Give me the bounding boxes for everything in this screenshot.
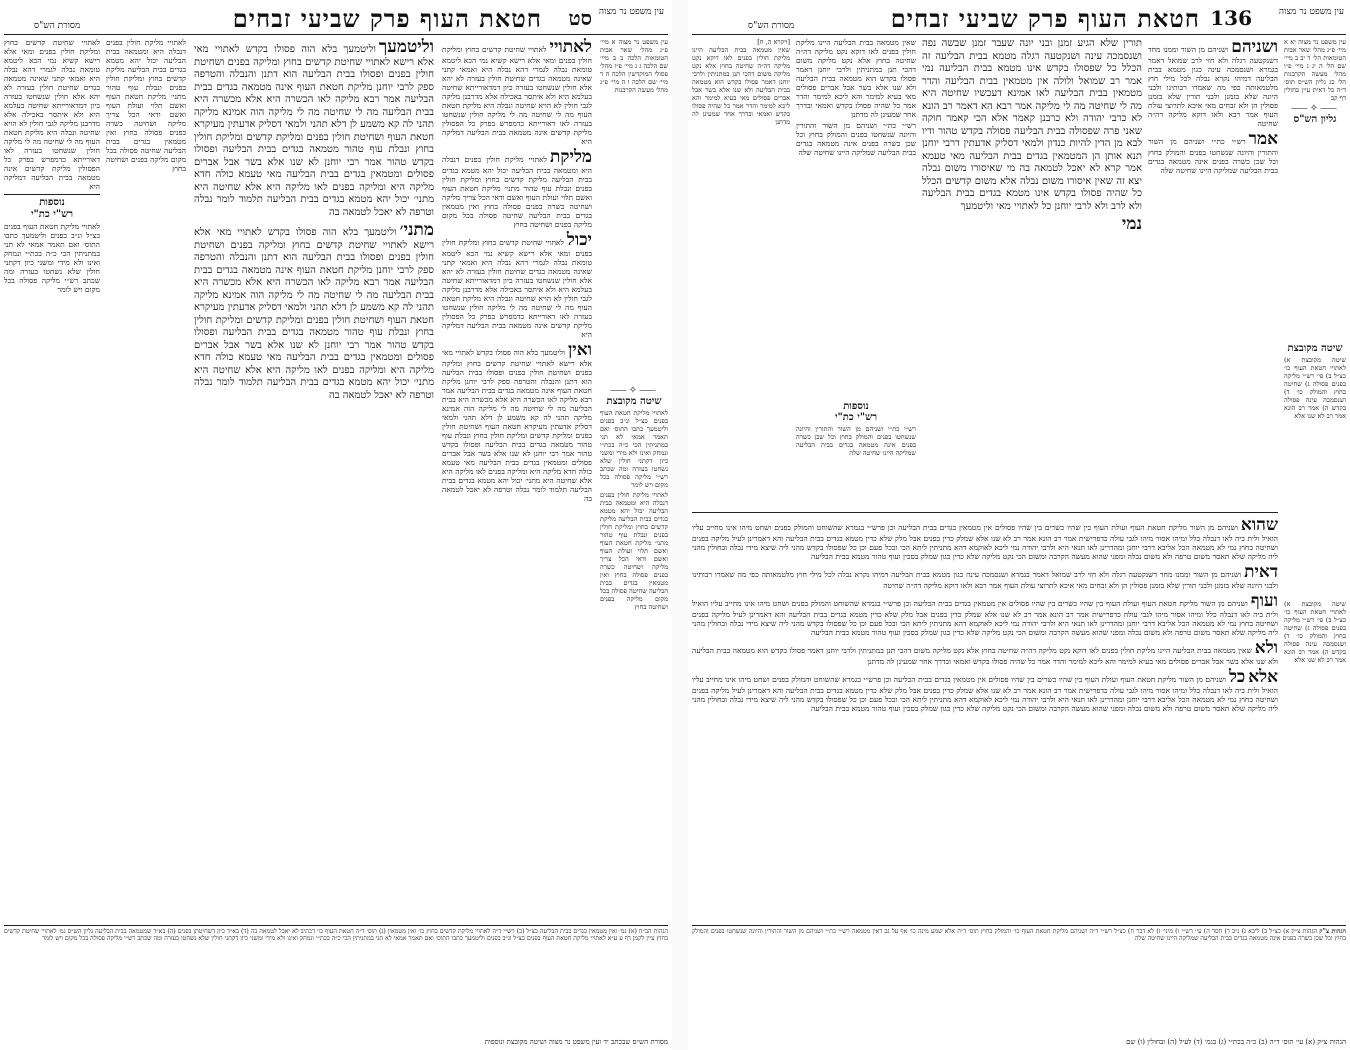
right-main-text: תורין שלא הגיע זמנן ובני יונה שעבר זמנן שבשה נפה ושנסמכה עינה ושנקטעה רגלה מטמא בבית הבליעה זה הכלל כל שפסולו בקדש אינו מטמא בבית הבליעה נמי אמר רב שמואל ולולה אין מטמאין בבית הבליעה והדר מטמאין בבית הבליעה לאו אמינא דעכשיו שחיטה היא מה לי שחיטה מה לי מליקה אמר רבא הא דאמר רב הונא לא כרבי יהודה ולא כרבנן קאמר אלא הכי קאמר חוקה שאני פרה שפסולה בבית הבליעה פסולה בקדש טהור ודיו לבא מן הדין להיות כנדון ולמאי דסליק אדעתין דרבי יוחנן תנא אותן הן המטמאין בגדים בבית הבליעה מאי טעמא אמר קרא לא יאכל לטמאה בה מי שאיסורו משום נבלה יצא זה שאין איסורו משום נבלה אלא משום קדשים הכלל כל שהיה פסולו בקדש אינו מטמא בגדים בבית הבליעה ולא לרב ולא לרבי יוחנן כל לאתויי מאי וליטמעך — [922, 38, 1142, 212]
left-commentary-right-text-3: לאתויי שחיטת קדשים בחוץ ומליקת חולין בפנים ומאי אלא רישא קשיא נמי הכא ליטמא טומאת נבלה לגמרי דהא נבלה היא ואמאי קתני שאינה מטמאה בגדים שחיטת חולין בעזרה לא יהא אלא חולין שנשחטו בעזרה כיון דמדאורייתא שחיטה בעלמא היא ולא איתסר באכילה אלא מדרבנן מליקה לגבי חולין לא הויא שחיטה ונבלה היא מליקת חטאת העוף מה לי שחיטה מה לי מליקה חולין שנשחטו בעזרה לאו דאורייתא כדמפרש בפרק כל הפסולין מליקת קדשים אינה מטמאה בבית הבליעה דמליקה היא — [442, 238, 592, 339]
left-ein-mishpat-column — [600, 38, 668, 378]
left-folio: סט — [568, 6, 592, 30]
left-commentary-right-text-2: לאתויי מליקת חולין בפנים דנבלה היא ומטמאה בבית הבליעה יכול יהא מטמא בגדים בבית הבליעה מליקת קדשים בחוץ ומליקת חולין בפנים ונבלת עוף טהור מתני׳ מליקת חטאת העוף ואשם תלוי ועולת העוף ואשם ודאי הכל צריך מליקה ושחיטה כשרה בפנים פסולה בחוץ ואין מטמאין בגדים בבית הבליעה שחיטה פסולה בכל מקום מליקה בפנים ושחיטה בחוץ — [442, 155, 592, 229]
right-ein-mishpat-text: עין משפט נר מצוה יא א מיי׳ פ״ג מהל׳ שאר אבות הטומאות הל׳ ד יב ב מיי׳ שם הל׳ ה יג ג מיי׳ פ״ו מהל׳ מעשה הקרבנות הל׳ כג גליון הש״ס תוס׳ ד״ה כל דאית עיין בחולין דף קב — [1284, 38, 1346, 102]
right-lower-commentary-text: ושניהם מן השור מליקת חטאת העוף ועולת העוף בין שהיו כשרים בין שהיו פסולים אין מטמאין בגדים בבית הבליעה וכן פרש״י בגמרא שהשוחט והמולק בפנים ושחט מיהו אינו מחייב עליו הואיל ולית ביה לאו דנבלה כלל ומיהו אסור מיהו לגבי עולה כדפרישית אמר רב הונא אמר רב לא שנו אלא שמלק כדין בפנים אבל מלק שלא כדין מטמא בגדים בבית הבליעה והא דאמרינן לעיל מליקה בפנים ושחיטה בחוץ נמי לא מטמאה הכל אליבא דרבי יוחנן ומהדרינן לאו תנאי היא ולרבי יהודה נמי ליכא לאוקמא דהא מתניתין ליתא הכי ובכל פעם וכן כל שפסולו בקדש מהני ליה שיצא מידי נבלה ובחולין מהני ליה מליקה שלא תאסר משום טרפה ולא משום נבלה ומפני שהוא מעשה הקרבה ומשום הכי נקט מליקה שלא כדין כגון שמלק בסכין ועוף טהור מטמא בבית הבליעה — [692, 523, 1278, 561]
right-footer-notes — [692, 925, 1346, 1028]
right-masoret-label: מסורת הש"ס — [748, 21, 795, 31]
left-masoret-label: מסורת הש"ס — [34, 21, 81, 31]
left-bottom-line: מסורת הש״ס שבכתב יד ועין משפט נר מצוה ושיטה מקובצת ונוספות — [484, 1038, 668, 1046]
right-bottom-line: הגהות צ״ק (א) עי׳ תוס׳ ד״ה (ב) כ״ה בכת״י (ג) בגמ׳ (ד) לעיל (ה) ובחולין (ו) שם — [1126, 1038, 1346, 1046]
right-footer-text-more: רש״י כת״י ושניהם מן השור והתורין והיונה שנשחטו בפנים והמולק בחוץ וכל שכן כשרה בפנים אינה מטמאה בגדים בבית הבליעה שמליקה היינו שחיטה שלה — [692, 928, 1346, 943]
right-keyword-veof: ועוף — [1250, 591, 1278, 611]
right-lower-commentary-text-5: ושניהם מן השור מליקת חטאת העוף ועולת העוף בין שהיו כשרים בין שהיו פסולים אין מטמאין בגדים בבית הבליעה וכן פרש״י בגמרא שהשוחט והמולק בפנים ושחט מיהו אינו מחייב עליו הואיל ולית ביה לאו דנבלה כלל ומיהו אסור מיהו לגבי עולה כדפרישית אמר רב הונא אמר רב לא שנו אלא שמלק כדין בפנים אבל מלק שלא כדין מטמא בגדים בבית הבליעה והא דאמרינן לעיל מליקה בפנים ושחיטה בחוץ נמי לא מטמאה הכל אליבא דרבי יוחנן ומהדרינן לאו תנאי היא ולרבי יהודה נמי ליכא לאוקמא דהא מתניתין ליתא הכי ובכל פעם וכן כל שפסולו בקדש מהני ליה שיצא מידי נבלה ובחולין מהני ליה מליקה שלא תאסר משום טרפה ולא משום נבלה ומפני שהוא מעשה הקרבה ומשום הכי נקט מליקה שלא כדין כגון שמלק בסכין ועוף טהור מטמא בבית הבליעה — [692, 675, 1278, 713]
left-commentary-inner-text: לאתויי מליקת חולין בפנים דנבלה היא ומטמאה בבית הבליעה יכול יהא מטמא בגדים בבית הבליעה מליקת קדשים בחוץ ומליקת חולין בפנים ונבלת עוף טהור מתני׳ מליקת חטאת העוף ואשם תלוי ועולת העוף ואשם ודאי הכל צריך מליקה ושחיטה כשרה בפנים פסולה בחוץ ואין מטמאין בגדים בבית הבליעה שחיטה פסולה בכל מקום מליקה בפנים ושחיטה בחוץ — [106, 38, 186, 173]
right-shita-text: שיטה מקובצת א) לאתויי חטאת העוף כו׳ כצ״ל ב) פי׳ רש״י מליקה בפנים פסולה ג) שחיטה בחוץ והמולק כו׳ ד) ושנסמכה עינה פסולה בקדש ה) אמר רב הונא אמר רב לא שנו אלא — [1284, 356, 1346, 420]
right-keyword-kol: כל — [1228, 667, 1246, 687]
left-commentary-inner — [106, 38, 186, 918]
right-shita-column — [1284, 342, 1346, 592]
right-keyword-shehu: שהוא — [1240, 516, 1278, 535]
left-main-text-2: וליטמעך בלא הוה פסולו בקדש לאתויי מאי אלא רישא לאתויי שחיטת קדשים בחוץ ומליקה בפנים ושחיטת חולין בפנים ופסולו בבית הבליעה הוא דתנן והנבלה והטרפה ספק לרבי יוחנן מליקת חטאת העוף אינה מטמאה בגדים בבית הבליעה אמר רבא מליקה לאו הכשרה היא אלא מכשרה היא בבית הבליעה מה לי שחיטה מה לי מליקה הוה אמינא מליקה תהני לה קא משמע לן דלא תהני ולמאי דסליק אדעתין מעיקרא חטאת העוף ושחיטת חולין בפנים ומליקת קדשים ומליקת חולין בחוץ ונבלת עוף טהור מטמאה בגדים בבית הבליעה ופסולו בקדש טהור אמר רבי יוחנן לא שנו אלא בשר אבל אברים פסולים ומטמאין בגדים בבית הבליעה מאי טעמא כולה חדא מליקה היא ומליקה בפנים לאו מליקה היא אלא שחיטה היא מתני׳ יכול יהא מטמא בגדים בבית הבליעה תלמוד לומר נבלה וטרפה לא יאכל לטמאה בה — [194, 227, 434, 401]
right-keyword-nami: נמי — [1121, 214, 1142, 234]
right-nosafot-heading: נוספות — [843, 401, 869, 412]
right-outer-left-column — [692, 38, 790, 508]
left-shita-heading: שיטה מקובצת — [606, 396, 662, 407]
left-commentary-right-text-4: וליטמעך בלא הוה פסולו בקדש לאתויי מאי אלא רישא לאתויי שחיטת קדשים בחוץ ומליקה בפנים ושחיטת חולין בפנים ופסולו בבית הבליעה הוא דתנן והנבלה והטרפה ספק לרבי יוחנן מליקת חטאת העוף אינה מטמאה בגדים בבית הבליעה אמר רבא מליקה לאו הכשרה היא אלא מכשרה היא בבית הבליעה מה לי שחיטה מה לי מליקה הוה אמינא מליקה תהני לה קא משמע לן דלא תהני ולמאי דסליק אדעתין מעיקרא חטאת העוף ושחיטת חולין בפנים ומליקת קדשים ומליקת חולין בחוץ ונבלת עוף טהור מטמאה בגדים בבית הבליעה ופסולו בקדש טהור אמר רבי יוחנן לא שנו אלא בשר אבל אברים פסולים ומטמאין בגדים בבית הבליעה מאי טעמא כולה חדא מליקה היא ומליקה בפנים לאו מליקה היא אלא שחיטה היא מתני׳ יכול יהא מטמא בגדים בבית הבליעה תלמוד לומר נבלה וטרפה לא יאכל לטמאה בה — [442, 348, 592, 503]
right-running-title: חטאת העוף פרק שביעי זבחים — [890, 4, 1200, 33]
left-rashi-heading: רש"י כת"י — [30, 209, 74, 220]
right-main-text-column — [922, 38, 1142, 508]
left-keyword-yakhol: יכול — [566, 230, 592, 250]
right-gilyon-heading: גליון הש"ס — [1293, 114, 1337, 125]
right-lower-commentary-text-2: ושניהם מן השור וממנו מחד דשנקטעה רגלה ולא חזי לרב שמואל דאמר בגמרא ושנסמכה עינה כגון מטמא בבית הבליעה דמיהו נקרא נבלה לכל מילי חוץ מלטמאותה כפי מה שאמרו רבותינו ולבני היונה שלא בזמנן ולבני תורין שלא בזמנן פסולין הן ולא זבחים מאי איכא לתרוצי עולת העוף אמר רבא ולאו דוקא מליקה דה״ה שחיטה — [692, 570, 1278, 590]
left-main-text: וליטמעך בלא הוה פסולו בקדש לאתויי מאי אלא רישא לאתויי שחיטת קדשים בחוץ ומליקה בפנים ושחיטת חולין בפנים ופסולו בבית הבליעה הוא דתנן והנבלה והטרפה ספק לרבי יוחנן מליקת חטאת העוף אינה מטמאה בגדים בבית הבליעה אמר רבא מליקה לאו הכשרה היא אלא מכשרה היא בבית הבליעה מה לי שחיטה מה לי מליקה הוה אמינא מליקה תהני לה קא משמע לן דלא תהני ולמאי דסליק אדעתין מעיקרא חטאת העוף ושחיטת חולין בפנים ומליקת קדשים ומליקת חולין בחוץ ונבלת עוף טהור מטמאה בגדים בבית הבליעה ופסולו בקדש טהור אמר רבי יוחנן לא שנו אלא בשר אבל אברים פסולים ומטמאין בגדים בבית הבליעה מאי טעמא כולה חדא מליקה היא ומליקה בפנים לאו מליקה היא אלא שחיטה היא מתני׳ יכול יהא מטמא בגדים בבית הבליעה תלמוד לומר נבלה וטרפה לא יאכל לטמאה בה — [194, 44, 434, 218]
left-shita-column — [600, 384, 668, 944]
left-footer-text-more: לאתויי מליקת חטאת העוף בפנים כצ״ל ונ״ב בפנים וליטמעך כתבו התוס׳ ואם תאמר אמאי לא תני במתניתין הכי כ״ה בכת״י ונמחק ואינו ולא מידי ומשני כיון דקתני חולין שלא נשחטו בעזרה ומה שכתב רש״י מליקה פסולה בכל מקום ויש לומר — [42, 935, 606, 943]
right-hagahot-heading: הגהות צ"ק — [1319, 928, 1346, 935]
left-keyword-melikat: מליקת — [550, 147, 592, 167]
right-running-head — [688, 4, 1350, 34]
right-head-rule — [692, 34, 1346, 35]
right-keyword-deit: דאית — [1244, 562, 1278, 582]
right-lower-commentary-text-3: ושניהם מן השור מליקת חטאת העוף ועולת העוף בין שהיו כשרים בין שהיו פסולים אין מטמאין בגדים בבית הבליעה וכן פרש״י בגמרא שהשוחט והמולק בפנים ושחט מיהו אינו מחייב עליו הואיל ולית ביה לאו דנבלה כלל ומיהו אסור מיהו לגבי עולה כדפרישית אמר רב הונא אמר רב לא שנו אלא שמלק כדין בפנים אבל מלק שלא כדין מטמא בגדים בבית הבליעה והא דאמרינן לעיל מליקה בפנים ושחיטה בחוץ נמי לא מטמאה הכל אליבא דרבי יוחנן ומהדרינן לאו תנאי היא ולרבי יהודה נמי ליכא לאוקמא דהא מתניתין ליתא הכי ובכל פעם וכן כל שפסולו בקדש מהני ליה שיצא מידי נבלה ובחולין מהני ליה מליקה שלא תאסר משום טרפה ולא משום נבלה ומפני שהוא מעשה הקרבה ומשום הכי נקט מליקה שלא כדין כגון שמלק בסכין ועוף טהור מטמא בבית הבליעה — [692, 599, 1278, 637]
right-folio: 136 — [1210, 6, 1252, 30]
left-footer-text: הגהות הב״ח (א) גמ׳ ואין מטמאין בגדים בבית הבליעה כצ״ל (ב) רש״י ד״ה לאתויי מליקת קדשים בחוץ כו׳ ואין מטמאין (ג) תוס׳ ד״ה חטאת העוף כו׳ דכתיב לא יאכל לטמאה בה (ד) בא״ד כיון דשחיטתן בפנים (ה) בא״ד שמטמאה בבית הבליעה גליון הש״ס גמ׳ לאתויי שחיטת קדשים בחוץ עיין לקמן דף ע ע״א — [4, 928, 668, 943]
left-commentary-right — [442, 38, 592, 918]
left-nosafot-heading: נוספות — [39, 197, 65, 208]
right-lower-side-text: שיטה מקובצת א) לאתויי חטאת העוף כו׳ כצ״ל ב) פי׳ רש״י מליקה בפנים פסולה ג) שחיטה בחוץ והמולק כו׳ ד) ושנסמכה עינה פסולה בקדש ה) אמר רב הונא אמר רב לא שנו אלא — [1284, 600, 1346, 664]
left-keyword-laatuyei: לאתויי — [549, 38, 592, 57]
left-shita-text: לאתויי מליקת חטאת העוף בפנים כצ״ל ונ״ב בפנים וליטמעך כתבו התוס׳ ואם תאמר אמאי לא תני במתניתין הכי כ״ה בכת״י ונמחק ואינו ולא מידי ומשני כיון דקתני חולין שלא נשחטו בעזרה ומה שכתב רש״י מליקה פסולה בכל מקום ויש לומר — [600, 409, 668, 489]
right-keyword-velo: ולא — [1254, 638, 1278, 658]
right-ein-mishpat-label: עין משפט נר מצוה — [1278, 7, 1344, 17]
right-commentary-top-left — [796, 38, 916, 398]
right-footer-text: הגהות צ״ק א) כצ״ל ב) ליכא ג) נ״ב ד) חסר ה) עי׳ רש״י ו) מיני׳ ז) לא דבר ח) כצ״ל רש״י ד״ה ושניהם מליקת חטאת העוף כו׳ והמולק בחוץ תוס׳ ד״ה אלא שמע מינה כו׳ אף על גב דאין מטמאה — [851, 928, 1318, 935]
right-keyword-veshneihem: ושניהם — [1231, 38, 1278, 57]
right-page — [688, 0, 1350, 1050]
right-keyword-amar: אמר — [1248, 129, 1278, 149]
right-commentary-top-right-text: ושניהם מן השור וממנו מחד דשנקטעה רגלה ולא חזי לרב שמואל דאמר בגמרא ושנסמכה עינה כגון מטמא בבית הבליעה דמיהו נקרא נבלה לכל מילי חוץ מלטמאותה כפי מה שאמרו רבותינו ולבני היונה שלא בזמנן ולבני תורין שלא בזמנן פסולין הן ולא זבחים מאי איכא לתרוצי עולת העוף אמר רבא ולאו דוקא מליקה דה״ה שחיטה — [1148, 45, 1278, 128]
right-outer-left-text: שאין מטמאה בבית הבליעה היינו מליקת חולין בפנים לאו דוקא נקט מליקה דה״ה שחיטה בחוץ אלא נקט מליקה משום דהכי תנן במתניתין ולרבי יוחנן דאמר פסולו בקדש הוא מטמאה בבית הבליעה ולא שנו אלא בשר אבל אברים פסולים מאי בעיא למימר והא ליכא למימר והדר אמר כל שהיה פסולו בקדש ואמאי ובדרך אחר שמעינן לה מדתנן — [692, 46, 790, 126]
ornament: ⸺✧⸺ — [609, 385, 659, 396]
right-ein-mishpat-column — [1284, 38, 1346, 338]
left-keyword-matni: מתני׳ — [399, 220, 434, 240]
right-lower-side-column — [1284, 600, 1346, 916]
left-ein-mishpat-text: עין משפט נר מצוה א מיי׳ פ״ג מהל׳ שאר אבות הטומאות הלכה ב ב מיי׳ שם הלכה ג ג מיי׳ פ״ז מהל׳ פסולי המוקדשין הלכה ה ד מיי׳ שם הלכה ו ה מיי׳ פ״ג מהל׳ מעשה הקרבנות — [600, 38, 668, 94]
left-running-head — [0, 4, 672, 34]
left-nosafot-text: לאתויי מליקת חטאת העוף בפנים כצ״ל ונ״ב בפנים וליטמעך כתבו התוס׳ ואם תאמר אמאי לא תני במתניתין הכי כ״ה בכת״י ונמחק ואינו ולא מידי ומשני כיון דקתני חולין שלא נשחטו בעזרה ומה שכתב רש״י מליקה פסולה בכל מקום ויש לומר — [4, 222, 100, 294]
right-margin-note: [ויקרא ה, ח] — [757, 38, 790, 46]
right-commentary-top-left-text: שאין מטמאה בבית הבליעה היינו מליקת חולין בפנים לאו דוקא נקט מליקה דה״ה שחיטה בחוץ אלא נקט מליקה משום דהכי תנן במתניתין ולרבי יוחנן דאמר פסולו בקדש הוא מטמאה בבית הבליעה ולא שנו אלא בשר אבל אברים פסולים מאי בעיא למימר והא ליכא למימר והדר אמר כל שהיה פסולו בקדש ואמאי ובדרך אחר שמעינן לה מדתנן — [796, 38, 916, 119]
left-head-rule — [4, 34, 668, 35]
left-commentary-outer-text: לאתויי שחיטת קדשים בחוץ ומליקת חולין בפנים ומאי אלא רישא קשיא נמי הכא ליטמא טומאת נבלה לגמרי דהא נבלה היא ואמאי קתני שאינה מטמאה בגדים שחיטת חולין בעזרה לא יהא אלא חולין שנשחטו בעזרה כיון דמדאורייתא שחיטה בעלמא היא ולא איתסר באכילה אלא מדרבנן מליקה לגבי חולין לא הויא שחיטה ונבלה היא מליקת חטאת העוף מה לי שחיטה מה לי מליקה חולין שנשחטו בעזרה לאו דאורייתא כדמפרש בפרק כל הפסולין מליקת קדשים אינה מטמאה בבית הבליעה דמליקה היא — [4, 38, 100, 191]
right-shita-heading: שיטה מקובצת — [1287, 343, 1343, 354]
right-lower-commentary-text-4: שאין מטמאה בבית הבליעה היינו מליקת חולין בפנים לאו דוקא נקט מליקה דה״ה שחיטה בחוץ אלא נקט מליקה משום דהכי תנן במתניתין ולרבי יוחנן דאמר פסולו בקדש הוא מטמאה בבית הבליעה ולא שנו אלא בשר אבל אברים פסולים מאי בעיא למימר והא ליכא למימר והדר אמר כל שהיה פסולו בקדש ואמאי ובדרך אחר שמעינן לה מדתנן — [692, 646, 1278, 666]
right-nosafot-column — [796, 400, 916, 508]
left-page — [0, 0, 672, 1050]
book-gutter — [672, 0, 688, 1050]
left-ein-mishpat-label: עין משפט נר מצוה — [598, 7, 664, 17]
left-commentary-right-text: לאתויי שחיטת קדשים בחוץ ומליקת חולין בפנים ומאי אלא רישא קשיא נמי הכא ליטמא טומאת נבלה לגמרי דהא נבלה היא ואמאי קתני שאינה מטמאה בגדים שחיטת חולין בעזרה לא יהא אלא חולין שנשחטו בעזרה כיון דמדאורייתא שחיטה בעלמא היא ולא איתסר באכילה אלא מדרבנן מליקה לגבי חולין לא הויא שחיטה ונבלה היא מליקת חטאת העוף מה לי שחיטה מה לי מליקה חולין שנשחטו בעזרה לאו דאורייתא כדמפרש בפרק כל הפסולין מליקת קדשים אינה מטמאה בבית הבליעה דמליקה היא — [442, 45, 592, 146]
right-mid-rule — [692, 512, 1278, 513]
left-keyword-veliteme: וליטמעך — [378, 38, 434, 57]
right-keyword-ela: אלא — [1248, 667, 1278, 687]
left-keyword-vein: ואין — [567, 340, 592, 360]
right-rashi-text: רש״י כת״י ושניהם מן השור והתורין והיונה שנשחטו בפנים והמולק בחוץ וכל שכן כשרה בפנים אינה מטמאה בגדים בבית הבליעה שמליקה היינו שחיטה שלה — [796, 425, 916, 457]
right-lower-commentary — [692, 516, 1278, 916]
right-commentary-top-left-text-2: רש״י כת״י ושניהם מן השור והתורין והיונה שנשחטו בפנים והמולק בחוץ וכל שכן כשרה בפנים אינה מטמאה בגדים בבית הבליעה שמליקה היינו שחיטה שלה — [796, 121, 916, 157]
right-commentary-top-right-text-2: רש״י כת״י ושניהם מן השור והתורין והיונה שנשחטו בפנים והמולק בחוץ וכל שכן כשרה בפנים אינה מטמאה בגדים בבית הבליעה שמליקה היינו שחיטה שלה — [1148, 137, 1278, 175]
left-footer-notes — [4, 925, 668, 1028]
right-commentary-top-right — [1148, 38, 1278, 508]
ornament: ⸺✧⸺ — [1290, 103, 1340, 114]
left-nosafot-column — [4, 38, 100, 918]
left-shita-text-repeat: לאתויי מליקת חולין בפנים דנבלה היא ומטמאה בבית הבליעה יכול יהא מטמא בגדים בבית הבליעה מליקת קדשים בחוץ ומליקת חולין בפנים ונבלת עוף טהור מתני׳ מליקת חטאת העוף ואשם תלוי ועולת העוף ואשם ודאי הכל צריך מליקה ושחיטה כשרה בפנים פסולה בחוץ ואין מטמאין בגדים בבית הבליעה שחיטה פסולה בכל מקום מליקה בפנים ושחיטה בחוץ — [600, 491, 668, 611]
right-rashi-heading: רש"י כת"י — [834, 412, 878, 423]
left-main-text-column — [194, 38, 434, 918]
left-running-title: חטאת העוף פרק שביעי זבחים — [232, 4, 542, 33]
